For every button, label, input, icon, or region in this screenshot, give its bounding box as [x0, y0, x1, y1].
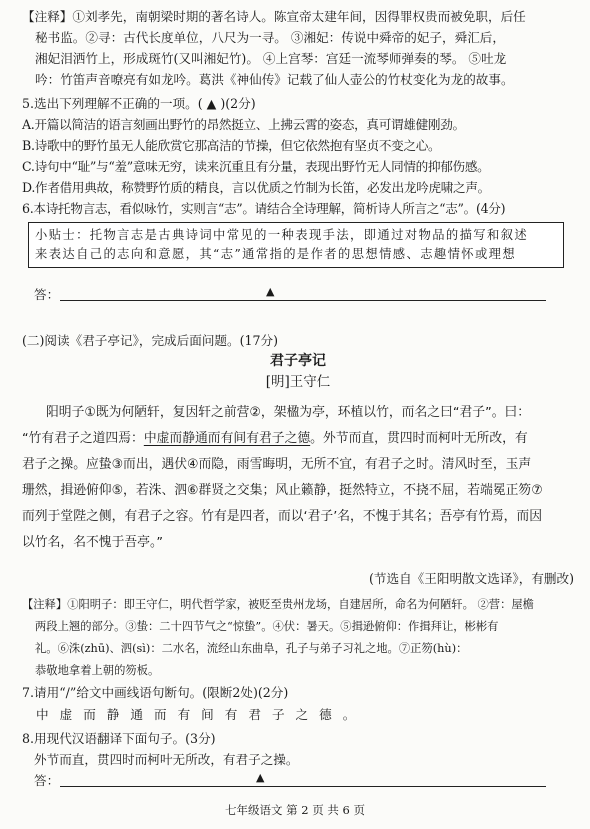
- q7-stem: 7.请用“/”给文中画线语句断句。(限断2处)(2分): [22, 685, 289, 700]
- question-8: [22, 728, 574, 770]
- para-line: 而列于堂陛之侧，有君子之容。竹有是四者，而以‘君子’名，不愧于其名；吾亭有竹焉，而因: [22, 509, 543, 524]
- article-author: [明]王守仁: [265, 374, 331, 390]
- para-line: 珊然，揖逊俯仰⑤，若洙、泗⑥群贤之交集；风止籁静，挺然特立，不挠不屈，若端冕正笏⑦: [22, 483, 543, 498]
- question-7: [22, 682, 574, 727]
- underlined-sentence: 中虚而静通而有间有君子之德: [143, 431, 311, 446]
- notes1-line: 湘妃泪洒竹上，形成斑竹(又叫湘妃竹)。 ④上宫琴：宫廷一流琴师弹奏的琴。 ⑤吐龙: [35, 51, 507, 66]
- article-body: [22, 400, 574, 556]
- para-line: 君子之操。应蛰③而出，遇伏④而隐，雨雪晦明，无所不宜，有君子之时。清风时至，玉声: [22, 457, 532, 472]
- section-2: [22, 330, 574, 393]
- para-line: [22, 426, 574, 452]
- q7-sentence: 中虚而静通而有间有君子之德。: [36, 707, 367, 722]
- notes2-line: 两段上翘的部分。③蛰：二十四节气之“惊蛰”。④伏：暑天。⑤揖逊俯仰：作揖拜让，彬彬有: [35, 620, 499, 633]
- q5-stem: 5.选出下列理解不正确的一项。( ▲ )(2分): [22, 96, 256, 111]
- tip-line: 来表达自己的志向和意愿，其“志”通常指的是作者的思想情感、志趣情怀或理想: [35, 247, 517, 261]
- notes2-line: 【注释】①阳明子：即王守仁，明代哲学家，被贬至贵州龙场，自建居所，命名为何陋轩。 ②营：屋檐: [22, 598, 534, 611]
- page-footer: 七年级语文 第 2 页 共 6 页: [224, 803, 366, 817]
- article-title: 君子亭记: [270, 353, 326, 369]
- para-prefix: “竹有君子之道四焉：: [22, 431, 144, 446]
- notes1-line: 【注释】①刘孝先，南朝梁时期的著名诗人。陈宣帝太建年间，因得罪权贵而被免职，后任: [22, 9, 526, 24]
- q8-stem: 8.用现代汉语翻译下面句子。(3分): [22, 731, 216, 746]
- notes2-line: 礼。⑥洙(zhū)、泗(sì)：二水名，流经山东曲阜，孔子与弟子习礼之地。⑦正笏(hù)：: [35, 642, 468, 655]
- para-suffix: 。外节而直，贯四时而柯叶无所改，有: [310, 431, 528, 446]
- notes-block-1: [22, 6, 574, 90]
- para-line: 以竹名，名不愧于吾亭。”: [22, 535, 163, 550]
- q8-sentence: 外节而直，贯四时而柯叶无所改，有君子之操。: [34, 752, 299, 767]
- q8-answer-triangle-icon: ▲: [256, 771, 265, 784]
- q6-stem: 6.本诗托物言志，看似咏竹，实则言“志”。请结合全诗理解，简析诗人所言之“志”。(4分): [22, 201, 506, 216]
- para-line: 阳明子①既为何陋轩，复因轩之前营②，架楹为亭，环植以竹，而名之曰“君子”。曰：: [46, 405, 531, 420]
- q5-option-b: B.诗歌中的野竹虽无人能欣赏它那高洁的节操，但它依然抱有坚贞不变之心。: [22, 138, 441, 153]
- notes1-line: 吟：竹笛声音嘹亮有如龙吟。葛洪《神仙传》记载了仙人壶公的竹杖变化为龙的故事。: [35, 72, 514, 87]
- q8-answer-label: 答：: [34, 773, 60, 788]
- q6-answer-line[interactable]: [60, 300, 546, 301]
- q5-option-a: A.开篇以简洁的语言刻画出野竹的昂然挺立、上拂云霄的姿态，真可谓雄健刚劲。: [22, 117, 465, 132]
- q8-answer-line[interactable]: [60, 786, 546, 787]
- source-citation: (节选自《王阳明散文选译》，有删改): [368, 571, 574, 586]
- section2-heading: (二)阅读《君子亭记》，完成后面问题。(17分): [22, 333, 279, 348]
- notes-block-2: [22, 594, 574, 682]
- notes2-line: 恭敬地拿着上朝的笏板。: [35, 664, 160, 677]
- question-5: [22, 93, 574, 198]
- tip-line: 小贴士：托物言志是古典诗词中常见的一种表现手法，即通过对物品的描写和叙述: [35, 228, 529, 242]
- q6-answer-triangle-icon: ▲: [266, 285, 275, 298]
- q6-answer-label: 答：: [34, 287, 60, 302]
- notes1-line: 秘书监。②寻：古代长度单位，八尺为一寻。 ③湘妃：传说中舜帝的妃子，舜汇后，: [35, 30, 505, 45]
- q5-option-c: C.诗句中“耻”与“羞”意味无穷，读来沉重且有分量，表现出野竹无人同情的抑郁伤感。: [22, 159, 490, 174]
- q5-option-d: D.作者借用典故，称赞野竹质的精良，言以优质之竹制为长笛，必发出龙吟虎啸之声。: [22, 180, 490, 195]
- tip-box: [28, 222, 564, 268]
- question-6: [22, 198, 574, 219]
